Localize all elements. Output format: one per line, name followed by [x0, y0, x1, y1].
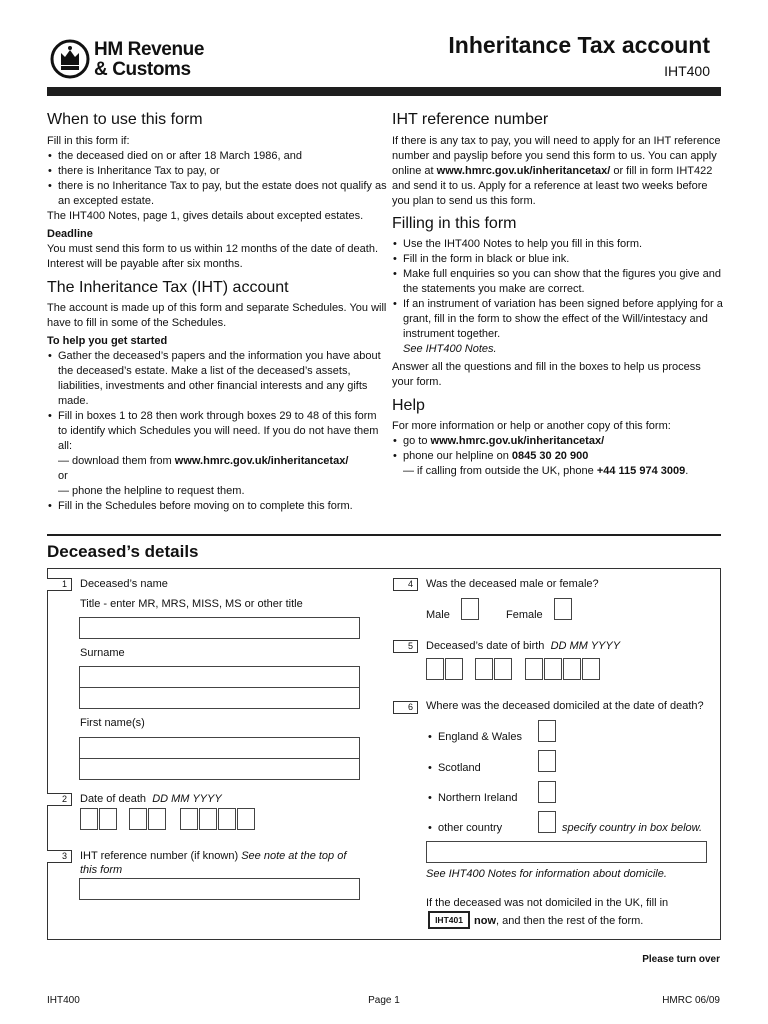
goto-prefix: go to	[403, 435, 431, 447]
first-name-input-line-2[interactable]	[79, 758, 360, 780]
iht-reference-text-before: If there is any tax to pay, you will need to apply for an IHT reference number and payslip before you send this form to us. You can apply online at	[392, 135, 721, 177]
list-item: • Gather the deceased’s papers and the information you have about the deceased’s estate. Make a list of the deceased’s assets, liabilities, investments and other financial interests and any gifts made.	[47, 349, 387, 409]
death-day-digit-2[interactable]	[99, 808, 117, 830]
header-rule	[47, 87, 721, 96]
abroad-suffix: .	[685, 465, 689, 477]
iht401-form-label: IHT401	[428, 911, 470, 929]
q4-label: Was the deceased male or female?	[426, 578, 599, 590]
list-item-text: If an instrument of variation has been signed before applying for a grant, fill in the form to show the effect of the Will/intestacy and instrument together.	[403, 298, 723, 340]
death-year-digit-1[interactable]	[180, 808, 198, 830]
filling-in-closing: Answer all the questions and fill in the boxes to help us process your form.	[392, 361, 701, 388]
excepted-note: The IHT400 Notes, page 1, gives details about excepted estates.	[47, 210, 364, 222]
logo-line-2: & Customs	[94, 59, 191, 80]
death-year-digit-3[interactable]	[218, 808, 236, 830]
northern-ireland-checkbox[interactable]	[538, 781, 556, 803]
other-country-checkbox[interactable]	[538, 811, 556, 833]
left-column	[47, 110, 387, 514]
option-scotland: • Scotland	[428, 762, 481, 774]
abroad-number: +44 115 974 3009	[596, 465, 686, 477]
download-link[interactable]: www.hmrc.gov.uk/inheritancetax/	[174, 455, 349, 467]
iht-reference-input[interactable]	[79, 878, 360, 900]
help-list	[392, 434, 724, 479]
domicile-notes-text: See IHT400 Notes for information about domicile.	[426, 868, 667, 880]
right-column	[392, 110, 724, 479]
hmrc-logo	[50, 38, 225, 82]
or-text: or	[58, 470, 68, 482]
q3-note: See note at the top of this form	[80, 850, 347, 876]
q5-format: DD MM YYYY	[550, 640, 621, 652]
death-month-digit-1[interactable]	[129, 808, 147, 830]
deadline-text: You must send this form to us within 12 months of the date of death. Interest will be payable after six months.	[47, 243, 379, 270]
deceased-details-heading: Deceased’s details	[47, 542, 199, 561]
list-item: • Fill in the form in black or blue ink.	[392, 252, 724, 267]
please-turn-over: Please turn over	[642, 954, 720, 965]
q1-label: Deceased’s name	[80, 578, 168, 590]
deadline-heading: Deadline	[47, 228, 93, 240]
q1-title-label: Title - enter MR, MRS, MISS, MS or other title	[80, 598, 303, 610]
option-label: Northern Ireland	[437, 792, 518, 804]
abroad-prefix: — if calling from outside the UK, phone	[403, 465, 597, 477]
question-number-5: 5	[393, 640, 418, 653]
filling-in-list	[392, 237, 724, 357]
q3-label-text: IHT reference number (if known)	[80, 850, 242, 862]
form-code: IHT400	[664, 63, 710, 79]
help-website-link[interactable]: www.hmrc.gov.uk/inheritancetax/	[430, 435, 605, 447]
q5-label	[426, 639, 620, 653]
surname-input-line-2[interactable]	[79, 687, 360, 709]
female-label: Female	[506, 609, 543, 621]
section-rule	[47, 534, 721, 536]
birth-year-digit-2[interactable]	[544, 658, 562, 680]
list-item: • the deceased died on or after 18 March 1986, and	[47, 149, 387, 164]
help-intro: For more information or help or another copy of this form:	[392, 420, 671, 432]
list-item	[392, 434, 724, 449]
q1-firstname-label: First name(s)	[80, 717, 145, 729]
scotland-checkbox[interactable]	[538, 750, 556, 772]
list-item: • there is Inheritance Tax to pay, or	[47, 164, 387, 179]
birth-month-digit-2[interactable]	[494, 658, 512, 680]
female-checkbox[interactable]	[554, 598, 572, 620]
england-wales-checkbox[interactable]	[538, 720, 556, 742]
list-item	[47, 409, 387, 499]
birth-year-digit-4[interactable]	[582, 658, 600, 680]
page-title: Inheritance Tax account	[448, 32, 710, 58]
death-month-digit-2[interactable]	[148, 808, 166, 830]
now-word: now	[474, 915, 496, 927]
birth-year-digit-1[interactable]	[525, 658, 543, 680]
question-number-1: 1	[47, 578, 72, 591]
page-number: Page 1	[368, 995, 400, 1006]
death-year-digit-2[interactable]	[199, 808, 217, 830]
q3-label	[80, 849, 350, 877]
q6-label: Where was the deceased domiciled at the date of death?	[426, 700, 704, 712]
help-started-heading: To help you get started	[47, 335, 168, 347]
q2-label-text: Date of death	[80, 793, 147, 805]
male-checkbox[interactable]	[461, 598, 479, 620]
q5-label-text: Deceased’s date of birth	[426, 640, 545, 652]
option-northern-ireland: • Northern Ireland	[428, 792, 518, 804]
option-other-country: • other country	[428, 822, 503, 834]
iht-reference-heading: IHT reference number	[392, 111, 549, 128]
list-item: • Use the IHT400 Notes to help you fill in this form.	[392, 237, 724, 252]
when-to-use-intro: Fill in this form if:	[47, 135, 130, 147]
death-day-digit-1[interactable]	[80, 808, 98, 830]
male-label: Male	[426, 609, 450, 621]
option-label: England & Wales	[437, 731, 522, 743]
rest-of-form-text: , and then the rest of the form.	[496, 915, 644, 927]
first-name-input-line-1[interactable]	[79, 737, 360, 759]
option-label: Scotland	[437, 762, 481, 774]
surname-input-line-1[interactable]	[79, 666, 360, 688]
helpline-number: 0845 30 20 900	[511, 450, 589, 462]
q1-surname-label: Surname	[80, 647, 125, 659]
apply-online-link[interactable]: www.hmrc.gov.uk/inheritancetax/	[436, 165, 611, 177]
birth-day-digit-1[interactable]	[426, 658, 444, 680]
question-number-2: 2	[47, 793, 72, 806]
iht-reference-text	[392, 134, 724, 209]
list-item-text: Fill in boxes 1 to 28 then work through boxes 29 to 48 of this form to identify which Schedules you will need. If you do not have them all:	[58, 410, 379, 452]
iht-reference-text-after: or fill in form IHT422 and send it to us. Apply for a reference at least two weeks before you plan to send us this form.	[392, 165, 713, 207]
iht-account-text: The account is made up of this form and separate Schedules. You will have to fill in some of the Schedules.	[47, 302, 387, 329]
q2-format: DD MM YYYY	[152, 793, 222, 805]
death-year-digit-4[interactable]	[237, 808, 255, 830]
not-uk-text: If the deceased was not domiciled in the UK, fill in	[426, 897, 669, 909]
birth-day-digit-2[interactable]	[445, 658, 463, 680]
question-number-3: 3	[47, 850, 72, 863]
filling-in-heading: Filling in this form	[392, 215, 517, 232]
list-item: • Fill in the Schedules before moving on to complete this form.	[47, 499, 387, 514]
logo-line-1: HM Revenue	[94, 39, 205, 60]
question-number-4: 4	[393, 578, 418, 591]
question-number-6: 6	[393, 701, 418, 714]
when-to-use-list	[47, 149, 387, 209]
list-item: • Make full enquiries so you can show that the figures you give and the statements you make are correct.	[392, 267, 724, 297]
birth-month-digit-1[interactable]	[475, 658, 493, 680]
list-item	[392, 449, 724, 479]
q2-label	[80, 792, 222, 806]
download-prefix: — download them from	[58, 455, 175, 467]
see-notes-text: See IHT400 Notes.	[403, 343, 497, 355]
footer-form-code: IHT400	[47, 995, 80, 1006]
option-england-wales: • England & Wales	[428, 731, 522, 743]
other-country-input[interactable]	[426, 841, 707, 863]
when-to-use-heading: When to use this form	[47, 111, 203, 128]
title-input[interactable]	[79, 617, 360, 639]
birth-year-digit-3[interactable]	[563, 658, 581, 680]
iht-account-heading: The Inheritance Tax (IHT) account	[47, 279, 289, 296]
list-item	[392, 297, 724, 357]
phone-prefix: phone our helpline on	[403, 450, 512, 462]
footer-version: HMRC 06/09	[662, 995, 720, 1006]
option-label: other country	[437, 822, 503, 834]
specify-country-note: specify country in box below.	[562, 822, 703, 834]
now-text	[474, 914, 643, 928]
help-started-list	[47, 349, 387, 514]
list-item: • there is no Inheritance Tax to pay, but the estate does not qualify as an excepted estate.	[47, 179, 387, 209]
help-heading: Help	[392, 397, 425, 414]
royal-crest-icon	[50, 38, 90, 80]
phone-request-text: — phone the helpline to request them.	[58, 485, 245, 497]
